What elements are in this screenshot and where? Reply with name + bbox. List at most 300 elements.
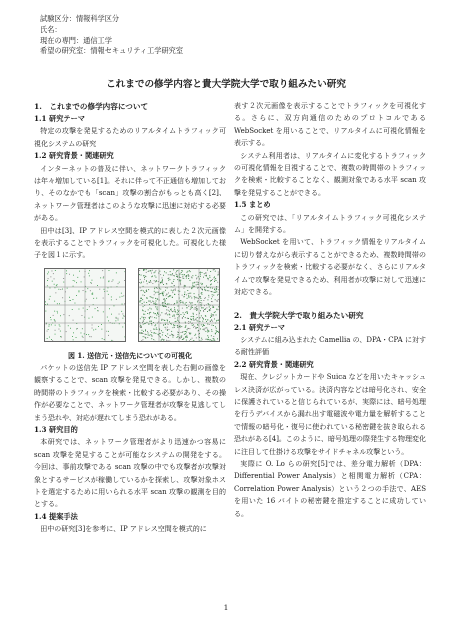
- traffic-dot: [203, 324, 204, 325]
- paragraph: システム利用者は、リアルタイムに変化するトラフィックの可視化情報を目視することで、複数の時間帯のトラフィックを検索・比較することなく、観測対象である水平 scan 攻撃を発見することができる。: [234, 151, 426, 197]
- traffic-dot: [155, 325, 156, 326]
- traffic-dot: [82, 315, 83, 316]
- traffic-dot: [194, 308, 195, 309]
- traffic-dot: [215, 271, 216, 272]
- traffic-dot: [181, 272, 182, 273]
- traffic-dot: [187, 272, 188, 273]
- traffic-dot: [143, 286, 144, 287]
- traffic-dot: [156, 287, 157, 288]
- traffic-dot: [212, 288, 213, 289]
- traffic-dot: [180, 338, 181, 339]
- traffic-dot: [214, 292, 215, 293]
- traffic-dot: [197, 317, 198, 318]
- traffic-dot: [59, 303, 60, 304]
- traffic-dot: [89, 270, 90, 271]
- traffic-dot: [149, 308, 150, 309]
- traffic-dot: [168, 296, 169, 297]
- traffic-dot: [187, 318, 188, 319]
- traffic-dot: [85, 291, 86, 292]
- traffic-dot: [164, 306, 165, 307]
- paragraph: 現在、クレジットカードや Suica などを用いたキャッシュレス決済が広がっている。決済内容などは暗号化され、安全に保護されていると信じられているが、実際には、暗号処理を行うデバイスから漏れ出す電磁波や電力量を解析することで情報の暗号化・復号に使われている秘密鍵を抜き取られる恐れがある[4]。このように、暗号処理の際発生する物理変化に注目して仕掛ける攻撃をサイドチャネル攻撃という。: [234, 373, 426, 456]
- traffic-dot: [103, 311, 104, 312]
- traffic-dot: [181, 326, 182, 327]
- traffic-dot: [198, 325, 199, 326]
- traffic-dot: [83, 307, 84, 308]
- paragraph: 田中は[3]、IP アドレス空間を模式的に表した２次元画像を表示することでトラフィックを可視化した。可視化した様子を図１に示す。: [34, 226, 226, 260]
- traffic-dot: [210, 308, 211, 309]
- traffic-dot: [162, 303, 163, 304]
- traffic-dot: [141, 333, 142, 334]
- traffic-dot: [208, 337, 209, 338]
- traffic-dot: [197, 320, 198, 321]
- traffic-dot: [216, 289, 217, 290]
- traffic-dot: [174, 303, 175, 304]
- traffic-dot: [217, 300, 218, 301]
- traffic-dot: [192, 277, 193, 278]
- traffic-dot: [217, 294, 218, 295]
- traffic-dot: [49, 324, 50, 325]
- traffic-dot: [147, 322, 148, 323]
- traffic-dot: [140, 326, 141, 327]
- traffic-dot: [146, 272, 147, 273]
- traffic-dot: [214, 340, 215, 341]
- traffic-dot: [194, 320, 195, 321]
- traffic-dot: [177, 279, 178, 280]
- traffic-dot: [186, 275, 187, 276]
- traffic-dot: [202, 326, 203, 327]
- traffic-dot: [190, 303, 191, 304]
- traffic-dot: [154, 275, 155, 276]
- traffic-dot: [185, 276, 186, 277]
- traffic-dot: [188, 318, 189, 319]
- traffic-dot: [60, 289, 61, 290]
- traffic-dot: [154, 272, 155, 273]
- traffic-dot: [162, 279, 163, 280]
- traffic-dot: [197, 284, 198, 285]
- traffic-dot: [108, 331, 109, 332]
- traffic-dot: [57, 311, 58, 312]
- traffic-dot: [192, 325, 193, 326]
- traffic-dot: [93, 329, 94, 330]
- traffic-dot: [168, 278, 169, 279]
- traffic-dot: [164, 299, 165, 300]
- traffic-dot: [173, 281, 174, 282]
- traffic-dot: [150, 330, 151, 331]
- traffic-dot: [146, 334, 147, 335]
- traffic-dot: [150, 270, 151, 271]
- traffic-dot: [201, 284, 202, 285]
- traffic-dot: [141, 282, 142, 283]
- traffic-dot: [151, 324, 152, 325]
- traffic-dot: [203, 277, 204, 278]
- traffic-dot: [187, 307, 188, 308]
- traffic-dot: [207, 331, 208, 332]
- traffic-dot: [192, 338, 193, 339]
- traffic-dot: [177, 319, 178, 320]
- traffic-dot: [92, 280, 93, 281]
- traffic-dot: [200, 321, 201, 322]
- traffic-dot: [157, 299, 158, 300]
- traffic-dot: [182, 295, 183, 296]
- traffic-dot: [213, 336, 214, 337]
- traffic-dot: [213, 325, 214, 326]
- traffic-dot: [54, 319, 55, 320]
- paper-title: これまでの修学内容と貴大学院大学で取り組みたい研究: [106, 79, 346, 90]
- traffic-dot: [166, 312, 167, 313]
- traffic-dot: [211, 319, 212, 320]
- traffic-dot: [193, 319, 194, 320]
- traffic-dot: [198, 298, 199, 299]
- traffic-dot: [89, 336, 90, 337]
- traffic-dot: [82, 336, 83, 337]
- traffic-dot: [212, 331, 213, 332]
- traffic-dot: [150, 300, 151, 301]
- traffic-dot: [200, 274, 201, 275]
- traffic-dot: [204, 273, 205, 274]
- traffic-dot: [143, 290, 144, 291]
- traffic-dot: [173, 336, 174, 337]
- traffic-dot: [88, 334, 89, 335]
- traffic-dot: [172, 283, 173, 284]
- traffic-dot: [63, 281, 64, 282]
- traffic-dot: [207, 335, 208, 336]
- section-1-3-heading: 1.3 研究目的: [34, 424, 78, 434]
- traffic-dot: [139, 282, 140, 283]
- traffic-dot: [157, 309, 158, 310]
- traffic-dot: [166, 295, 167, 296]
- traffic-dot: [177, 317, 178, 318]
- traffic-dot: [205, 275, 206, 276]
- section-1-2-heading: 1.2 研究背景・関連研究: [34, 151, 114, 161]
- traffic-dot: [161, 312, 162, 313]
- traffic-dot: [178, 311, 179, 312]
- traffic-dot: [102, 338, 103, 339]
- traffic-dot: [186, 294, 187, 295]
- traffic-dot: [151, 320, 152, 321]
- traffic-dot: [192, 307, 193, 308]
- traffic-dot: [104, 289, 105, 290]
- traffic-dot: [185, 327, 186, 328]
- traffic-dot: [160, 282, 161, 283]
- traffic-dot: [73, 320, 74, 321]
- traffic-dot: [200, 317, 201, 318]
- traffic-dot: [165, 300, 166, 301]
- traffic-dot: [174, 327, 175, 328]
- traffic-dot: [157, 308, 158, 309]
- traffic-dot: [140, 279, 141, 280]
- traffic-dot: [52, 281, 53, 282]
- traffic-dot: [181, 314, 182, 315]
- traffic-dot: [151, 282, 152, 283]
- traffic-dot: [206, 275, 207, 276]
- traffic-dot: [181, 332, 182, 333]
- traffic-dot: [181, 337, 182, 338]
- traffic-dot: [159, 333, 160, 334]
- traffic-dot: [143, 333, 144, 334]
- traffic-dot: [140, 323, 141, 324]
- paragraph: 表す２次元画像を表示することでトラフィックを可視化する。さらに、双方向通信のためのプロトコルである WebSocket を用いることで、リアルタイムに可視化情報を表示する。: [234, 102, 426, 148]
- traffic-dot: [155, 302, 156, 303]
- traffic-dot: [92, 327, 93, 328]
- traffic-dot: [151, 338, 152, 339]
- traffic-dot: [211, 340, 212, 341]
- traffic-dot: [175, 290, 176, 291]
- traffic-dot: [174, 294, 175, 295]
- traffic-dot: [182, 317, 183, 318]
- traffic-dot: [76, 282, 77, 283]
- traffic-dot: [93, 298, 94, 299]
- traffic-dot: [167, 320, 168, 321]
- traffic-dot: [180, 281, 181, 282]
- traffic-dot: [182, 339, 183, 340]
- traffic-dot: [77, 277, 78, 278]
- traffic-dot: [195, 307, 196, 308]
- traffic-dot: [161, 340, 162, 341]
- traffic-dot: [212, 321, 213, 322]
- traffic-dot: [158, 292, 159, 293]
- traffic-dot: [185, 336, 186, 337]
- traffic-dot: [163, 291, 164, 292]
- traffic-dot: [109, 308, 110, 309]
- traffic-dot: [210, 309, 211, 310]
- traffic-dot: [73, 275, 74, 276]
- traffic-dot: [177, 302, 178, 303]
- traffic-dot: [152, 270, 153, 271]
- traffic-dot: [124, 336, 125, 337]
- traffic-dot: [169, 317, 170, 318]
- traffic-dot: [200, 328, 201, 329]
- traffic-dot: [121, 311, 122, 312]
- traffic-dot: [156, 292, 157, 293]
- traffic-dot: [191, 306, 192, 307]
- traffic-dot: [205, 308, 206, 309]
- traffic-dot: [205, 319, 206, 320]
- traffic-dot: [166, 313, 167, 314]
- traffic-dot: [201, 292, 202, 293]
- traffic-dot: [193, 286, 194, 287]
- traffic-dot: [214, 279, 215, 280]
- traffic-dot: [168, 307, 169, 308]
- traffic-dot: [171, 290, 172, 291]
- traffic-dot: [184, 294, 185, 295]
- traffic-dot: [187, 313, 188, 314]
- traffic-dot: [188, 293, 189, 294]
- traffic-dot: [47, 330, 48, 331]
- traffic-dot: [149, 270, 150, 271]
- traffic-dot: [199, 278, 200, 279]
- traffic-dot: [175, 321, 176, 322]
- traffic-dot: [144, 269, 145, 270]
- traffic-dot: [218, 274, 219, 275]
- traffic-dot: [180, 327, 181, 328]
- traffic-dot: [56, 285, 57, 286]
- traffic-dot: [216, 291, 217, 292]
- traffic-dot: [176, 274, 177, 275]
- traffic-dot: [194, 282, 195, 283]
- traffic-dot: [174, 285, 175, 286]
- traffic-dot: [202, 339, 203, 340]
- traffic-dot: [197, 281, 198, 282]
- traffic-dot: [190, 333, 191, 334]
- traffic-dot: [142, 299, 143, 300]
- traffic-dot: [143, 336, 144, 337]
- traffic-dot: [194, 282, 195, 283]
- traffic-dot: [140, 287, 141, 288]
- traffic-dot: [160, 336, 161, 337]
- traffic-dot: [144, 319, 145, 320]
- traffic-dot: [179, 291, 180, 292]
- traffic-dot: [89, 306, 90, 307]
- traffic-dot: [195, 327, 196, 328]
- traffic-dot: [145, 317, 146, 318]
- traffic-dot: [139, 332, 140, 333]
- traffic-dot: [101, 329, 102, 330]
- traffic-dot: [189, 270, 190, 271]
- traffic-dot: [190, 321, 191, 322]
- traffic-dot: [219, 306, 220, 307]
- traffic-dot: [186, 331, 187, 332]
- traffic-dot: [166, 298, 167, 299]
- traffic-dot: [190, 333, 191, 334]
- traffic-dot: [195, 328, 196, 329]
- traffic-dot: [211, 280, 212, 281]
- traffic-dot: [92, 294, 93, 295]
- traffic-dot: [156, 314, 157, 315]
- traffic-dot: [144, 295, 145, 296]
- traffic-dot: [168, 337, 169, 338]
- traffic-dot: [191, 319, 192, 320]
- traffic-dot: [163, 325, 164, 326]
- traffic-dot: [57, 312, 58, 313]
- traffic-dot: [186, 302, 187, 303]
- traffic-dot: [161, 330, 162, 331]
- traffic-dot: [211, 313, 212, 314]
- traffic-dot: [149, 335, 150, 336]
- traffic-dot: [174, 314, 175, 315]
- traffic-dot: [187, 298, 188, 299]
- traffic-dot: [209, 306, 210, 307]
- traffic-dot: [218, 294, 219, 295]
- traffic-dot: [115, 320, 116, 321]
- traffic-dot: [95, 308, 96, 309]
- traffic-dot: [161, 320, 162, 321]
- traffic-dot: [196, 297, 197, 298]
- traffic-dot: [169, 313, 170, 314]
- traffic-dot: [87, 288, 88, 289]
- traffic-dot: [170, 271, 171, 272]
- traffic-dot: [151, 297, 152, 298]
- traffic-dot: [101, 324, 102, 325]
- traffic-dot: [214, 318, 215, 319]
- traffic-dot: [188, 321, 189, 322]
- traffic-dot: [208, 299, 209, 300]
- traffic-dot: [180, 273, 181, 274]
- traffic-dot: [169, 277, 170, 278]
- traffic-dot: [162, 292, 163, 293]
- traffic-dot: [51, 319, 52, 320]
- paragraph: システムに組み込まれた Camellia の、DPA・CPA に対する耐性評価: [234, 335, 426, 357]
- traffic-dot: [203, 300, 204, 301]
- traffic-dot: [191, 276, 192, 277]
- traffic-dot: [183, 338, 184, 339]
- traffic-dot: [214, 339, 215, 340]
- traffic-dot: [182, 276, 183, 277]
- traffic-dot: [159, 271, 160, 272]
- traffic-dot: [201, 307, 202, 308]
- traffic-dot: [211, 315, 212, 316]
- traffic-dot: [141, 274, 142, 275]
- traffic-dot: [193, 327, 194, 328]
- traffic-dot: [165, 313, 166, 314]
- traffic-dot: [89, 318, 90, 319]
- traffic-dot: [147, 313, 148, 314]
- traffic-dot: [116, 318, 117, 319]
- traffic-dot: [149, 321, 150, 322]
- paragraph: 特定の攻撃を発見するためのリアルタイムトラフィック可視化システムの研究: [34, 127, 226, 148]
- traffic-dot: [152, 276, 153, 277]
- traffic-dot: [206, 275, 207, 276]
- traffic-dot: [55, 287, 56, 288]
- traffic-dot: [215, 299, 216, 300]
- traffic-dot: [73, 286, 74, 287]
- traffic-dot: [211, 283, 212, 284]
- traffic-dot: [203, 325, 204, 326]
- traffic-dot: [196, 307, 197, 308]
- traffic-dot: [196, 306, 197, 307]
- traffic-dot: [204, 328, 205, 329]
- traffic-dot: [198, 276, 199, 277]
- paragraph: パケットの送信先 IP アドレス空間を表した右側の画像を観察することで、scan 攻撃を発見できる。しかし、複数の時間帯のトラフィックを検索・比較する必要があり、その操作が必要なことで、ネットワーク管理者が攻撃を見逃してしまう恐れや、対応が遅れてしまう恐れがある。: [34, 363, 226, 422]
- traffic-dot: [190, 309, 191, 310]
- traffic-dot: [55, 330, 56, 331]
- traffic-dot: [174, 289, 175, 290]
- traffic-dot: [68, 325, 69, 326]
- traffic-dot: [154, 291, 155, 292]
- traffic-dot: [166, 283, 167, 284]
- traffic-dot: [103, 297, 104, 298]
- traffic-dot: [149, 318, 150, 319]
- traffic-dot: [191, 302, 192, 303]
- traffic-dot: [59, 328, 60, 329]
- traffic-dot: [119, 282, 120, 283]
- traffic-dot: [91, 283, 92, 284]
- traffic-dot: [164, 302, 165, 303]
- traffic-dot: [69, 274, 70, 275]
- figure-1-caption: 図 1. 送信元・送信先についての可視化: [67, 350, 193, 360]
- traffic-dot: [168, 324, 169, 325]
- traffic-dot: [212, 301, 213, 302]
- traffic-dot: [189, 302, 190, 303]
- traffic-dot: [173, 311, 174, 312]
- traffic-dot: [114, 305, 115, 306]
- traffic-dot: [143, 320, 144, 321]
- traffic-dot: [73, 299, 74, 300]
- traffic-dot: [122, 296, 123, 297]
- traffic-dot: [166, 340, 167, 341]
- traffic-dot: [160, 314, 161, 315]
- traffic-dot: [119, 296, 120, 297]
- traffic-dot: [59, 324, 60, 325]
- traffic-dot: [154, 280, 155, 281]
- traffic-dot: [207, 278, 208, 279]
- traffic-dot: [90, 282, 91, 283]
- traffic-dot: [159, 293, 160, 294]
- traffic-dot: [167, 303, 168, 304]
- traffic-dot: [194, 293, 195, 294]
- source-visualization-image: [44, 268, 126, 342]
- traffic-dot: [185, 322, 186, 323]
- traffic-dot: [150, 312, 151, 313]
